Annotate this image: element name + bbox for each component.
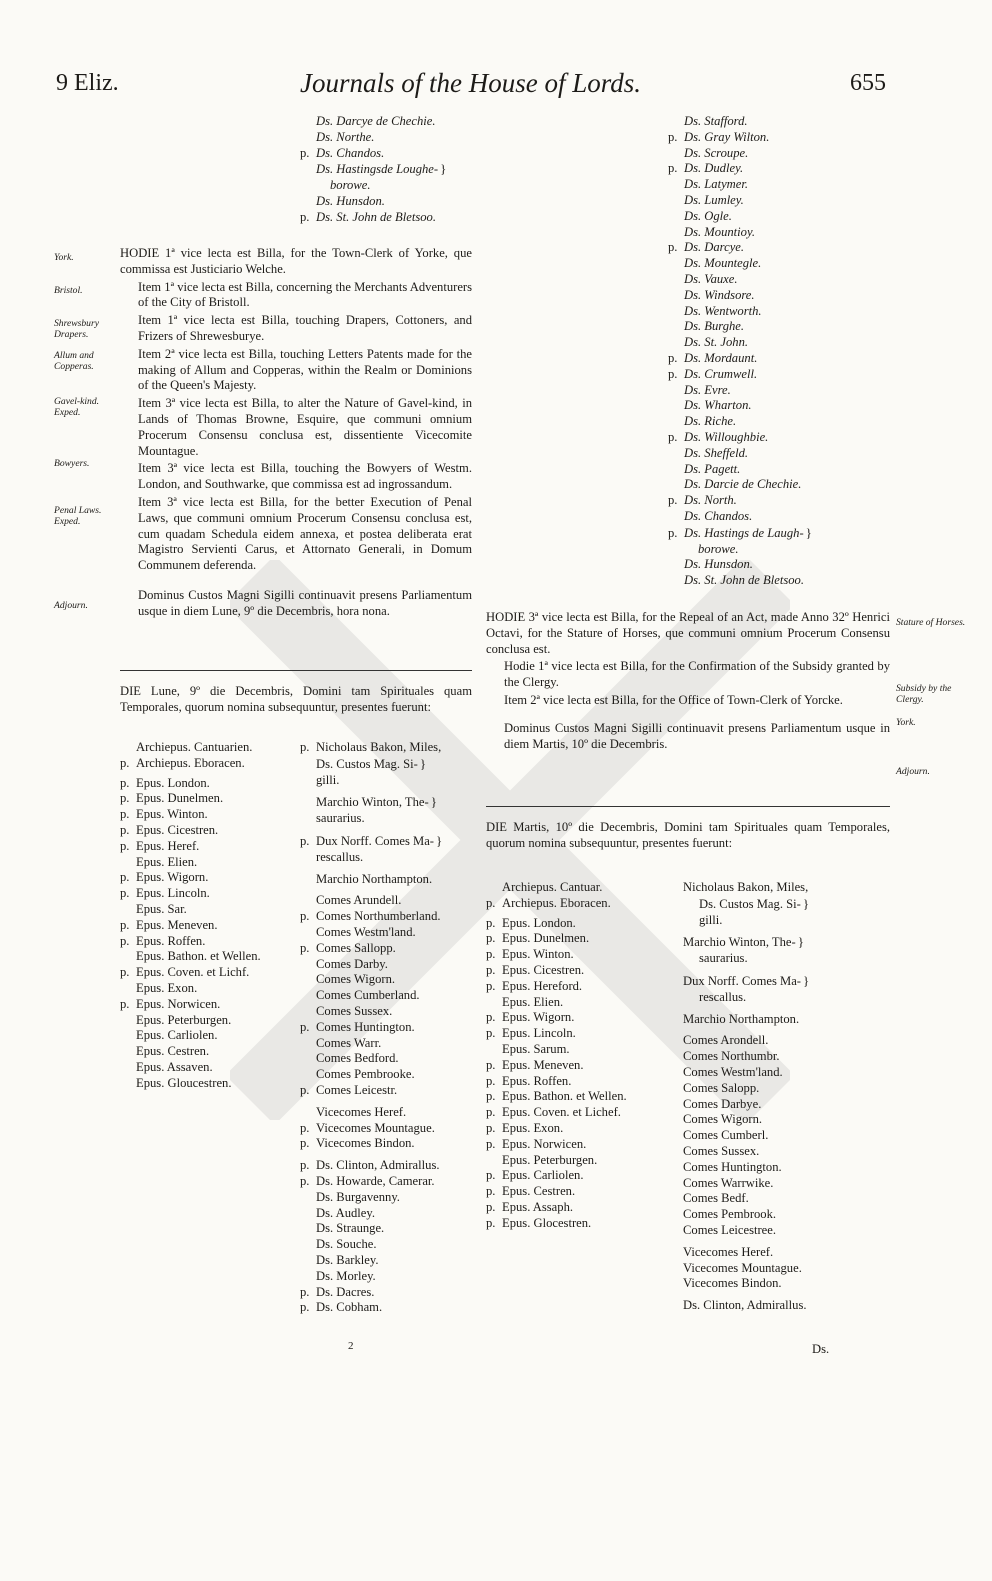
name-line: Epus. Carliolen. xyxy=(136,1028,218,1043)
name-line: p. Ds. Gray Wilton. xyxy=(668,129,770,144)
left-spiritual-list xyxy=(120,740,261,1092)
name-line: Ds. Mountioy. xyxy=(684,224,756,239)
name-line: Ds. Straunge. xyxy=(316,1221,385,1236)
name-line: p. Ds. Mordaunt. xyxy=(668,350,758,365)
paragraph: Item 2ª vice lecta est Billa, touching Letters Patents made for the making of Allum and Copperas, within the Realm or Dominions of the Queen's Majesty. xyxy=(138,346,472,393)
name-line: Epus. Bathon. et Wellen. xyxy=(136,949,261,964)
name-line: p. Epus. Glocestren. xyxy=(486,1215,592,1230)
name-line: saurarius. xyxy=(699,951,748,966)
name-line: p. Epus. Winton. xyxy=(486,947,574,962)
right-temporal-list xyxy=(683,880,809,1314)
name-line: p. Epus. Wigorn. xyxy=(486,1010,575,1025)
name-line: Dux Norff. Comes Ma- } xyxy=(683,972,810,988)
right-top-names xyxy=(668,114,812,589)
left-proceedings xyxy=(120,246,472,632)
name-line: Ds. Burgavenny. xyxy=(316,1189,400,1204)
left-top-names xyxy=(300,114,446,226)
name-line: Archiepus. Cantuarien. xyxy=(136,740,253,754)
name-line: p. Epus. Coven. et Lichef. xyxy=(486,1105,621,1120)
session-heading: DIE Martis, 10º die Decembris, Domini tam Spirituales quam Temporales, quorum nomina subsequuntur, presentes fuerunt: xyxy=(486,820,890,850)
name-line: p. Epus. Roffen. xyxy=(120,933,206,948)
page-number: 655 xyxy=(850,70,886,96)
name-line: p. Epus. Norwicen. xyxy=(486,1136,587,1151)
paragraph: Dominus Custos Magni Sigilli continuavit presens Parliamentum usque in diem Martis, 10º die Decembris. xyxy=(504,720,890,751)
name-line: Archiepus. Cantuar. xyxy=(502,880,603,894)
session-heading: DIE Lune, 9º die Decembris, Domini tam Spirituales quam Temporales, quorum nomina subsequuntur, presentes fuerunt: xyxy=(120,684,472,714)
name-line: Ds. Sheffeld. xyxy=(684,445,749,460)
name-line: borowe. xyxy=(698,541,739,556)
margin-note: Stature of Horses. xyxy=(896,617,966,628)
name-line: Comes Bedford. xyxy=(316,1051,399,1066)
name-line: borowe. xyxy=(330,178,371,193)
name-line: p. Epus. Roffen. xyxy=(486,1073,572,1088)
margin-note: Allum and Copperas. xyxy=(54,350,94,372)
name-line: Comes Sussex. xyxy=(683,1143,760,1158)
name-line: p. Comes Leicestr. xyxy=(300,1082,398,1097)
paragraph: HODIE 3ª vice lecta est Billa, for the Repeal of an Act, made Anno 32º Henrici Octavi, for the Stature of Horses, que communi omnium Procerum Consensu conclusa est. xyxy=(486,610,890,656)
name-line: Ds. Audley. xyxy=(316,1205,376,1220)
name-line: p. Vicecomes Mountague. xyxy=(300,1120,435,1135)
name-line: p. Epus. Hereford. xyxy=(486,978,583,993)
name-line: p. Epus. Lincoln. xyxy=(120,886,210,901)
name-line: Epus. Exon. xyxy=(136,980,198,995)
name-line: p. Epus. Lincoln. xyxy=(486,1026,576,1041)
name-line: p. Ds. Dudley. xyxy=(668,161,744,176)
name-line: p. Vicecomes Bindon. xyxy=(300,1136,415,1151)
name-line: Ds. Morley. xyxy=(316,1268,376,1283)
margin-note: Adjourn. xyxy=(54,600,88,611)
margin-note: York. xyxy=(896,717,916,728)
name-line: p. Ds. Chandos. xyxy=(300,145,385,160)
name-line: Comes Sussex. xyxy=(316,1003,393,1018)
name-line: p. Archiepus. Eboracen. xyxy=(120,755,245,770)
name-line: Comes Wigorn. xyxy=(316,972,396,987)
paragraph: Item 3ª vice lecta est Billa, to alter the Nature of Gavel-kind, in Lands of Thomas Browne, Esquire, que communi omnium Procerum Consensu conclusa est, dissentiente Vicecomite Mountague. xyxy=(138,396,472,458)
name-line: Epus. Sar. xyxy=(136,901,187,916)
name-line: Vicecomes Bindon. xyxy=(683,1276,782,1291)
name-line: p. Epus. Norwicen. xyxy=(120,996,221,1011)
name-line: rescallus. xyxy=(316,849,364,864)
paragraph: Item 1ª vice lecta est Billa, touching Drapers, Cottoners, and Frizers of Shrewesburye. xyxy=(138,313,472,343)
name-line: p. Epus. Cestren. xyxy=(486,1184,576,1199)
name-line: Comes Westm'land. xyxy=(316,924,416,939)
paragraph: Item 3ª vice lecta est Billa, touching the Bowyers of Westm. London, and Southwarke, que commissa est ad ingrossandum. xyxy=(138,461,472,492)
right-spiritual-list xyxy=(486,880,627,1232)
name-line: Ds. Burghe. xyxy=(684,319,745,334)
name-line: Comes Darby. xyxy=(316,956,388,971)
name-line: p. Epus. Meneven. xyxy=(486,1057,584,1072)
name-line: Ds. Hastingsde Loughe- } xyxy=(316,161,447,177)
name-line: Marchio Winton, The- } xyxy=(683,934,804,950)
name-line: Comes Warrwike. xyxy=(683,1175,774,1190)
margin-note: Bristol. xyxy=(54,285,83,296)
name-line: p. Epus. Exon. xyxy=(486,1120,564,1135)
name-line: p. Ds. Willoughbie. xyxy=(668,429,769,444)
name-line: Ds. Hunsdon. xyxy=(684,557,753,572)
margin-note: Bowyers. xyxy=(54,458,90,469)
name-line: p. Ds. Crumwell. xyxy=(668,366,758,381)
name-line: Nicholaus Bakon, Miles, xyxy=(683,880,809,894)
name-line: Vicecomes Heref. xyxy=(683,1244,774,1259)
name-line: p. Epus. Coven. et Lichf. xyxy=(120,965,250,980)
name-line: Ds. St. John. xyxy=(684,335,749,350)
name-line: p. Comes Sallopp. xyxy=(300,940,396,955)
name-line: Ds. Windsore. xyxy=(684,287,755,302)
name-line: Ds. Ogle. xyxy=(684,208,732,223)
margin-note: York. xyxy=(54,252,74,263)
name-line: Epus. Gloucestren. xyxy=(136,1075,232,1090)
signature-mark: 2 xyxy=(348,1340,354,1352)
name-line: p. Ds. North. xyxy=(668,493,737,508)
name-line: Epus. Peterburgen. xyxy=(502,1152,598,1167)
name-line: Ds. Hunsdon. xyxy=(316,193,385,208)
name-line: p. Nicholaus Bakon, Miles, xyxy=(300,740,442,754)
name-line: p. Epus. Dunelmen. xyxy=(120,791,224,806)
section-rule xyxy=(120,670,472,671)
name-line: Comes Northumbr. xyxy=(683,1049,780,1064)
name-line: Epus. Assaven. xyxy=(136,1059,213,1074)
name-line: p. Ds. Hastings de Laugh- } xyxy=(668,524,812,540)
name-line: Comes Leicestree. xyxy=(683,1222,777,1237)
name-line: p. Archiepus. Eboracen. xyxy=(486,895,611,910)
name-line: Ds. Lumley. xyxy=(684,192,744,207)
catchword: Ds. xyxy=(812,1342,830,1356)
name-line: p. Ds. Darcye. xyxy=(668,240,745,255)
name-line: Ds. Vauxe. xyxy=(684,271,738,286)
name-line: p. Epus. Bathon. et Wellen. xyxy=(486,1089,627,1104)
name-line: gilli. xyxy=(699,912,723,927)
name-line: p. Epus. Dunelmen. xyxy=(486,931,590,946)
name-line: Comes Arundell. xyxy=(316,893,402,908)
name-line: p. Epus. Meneven. xyxy=(120,917,218,932)
name-line: Vicecomes Heref. xyxy=(316,1104,407,1119)
name-line: Marchio Northampton. xyxy=(683,1011,800,1026)
name-line: p. Epus. Cicestren. xyxy=(120,822,219,837)
running-head-title: Journals of the House of Lords. xyxy=(300,68,642,98)
paragraph: Dominus Custos Magni Sigilli continuavit presens Parliamentum usque in diem Lune, 9º die Decembris, hora nona. xyxy=(138,587,472,618)
margin-note: Gavel-kind. Exped. xyxy=(54,396,100,418)
name-line: saurarius. xyxy=(316,811,365,826)
paragraph: Item 2ª vice lecta est Billa, for the Office of Town-Clerk of Yorcke. xyxy=(504,692,843,707)
left-temporal-list xyxy=(300,740,442,1316)
name-line: Ds. Riche. xyxy=(684,414,737,429)
name-line: Comes Westm'land. xyxy=(683,1064,783,1079)
name-line: Ds. Latymer. xyxy=(684,177,749,192)
name-line: Ds. Clinton, Admirallus. xyxy=(683,1298,807,1313)
margin-note: Shrewsbury Drapers. xyxy=(54,318,99,340)
name-line: Ds. Mountegle. xyxy=(684,256,762,271)
paragraph: HODIE 1ª vice lecta est Billa, for the Town-Clerk of Yorke, que commissa est Justiciario Welche. xyxy=(120,246,472,276)
name-line: p. Epus. Winton. xyxy=(120,807,208,822)
paragraph: Hodie 1ª vice lecta est Billa, for the Confirmation of the Subsidy granted by the Clergy. xyxy=(504,659,890,690)
running-head-left: 9 Eliz. xyxy=(56,70,119,96)
name-line: Vicecomes Mountague. xyxy=(683,1260,802,1275)
name-line: Ds. Custos Mag. Si- } xyxy=(316,755,427,771)
name-line: Ds. St. John de Bletsoo. xyxy=(684,573,804,588)
name-line: Ds. Wentworth. xyxy=(684,303,762,318)
paragraph: Item 3ª vice lecta est Billa, for the better Execution of Penal Laws, que communi omnium Procerum Consensu conclusa est, cum quadam Schedula eidem annexa, et postea deliberata erat Magistro Servienti Carus, et Attornato Generali, in Domum Communem deferenda. xyxy=(138,494,472,573)
name-line: Comes Bedf. xyxy=(683,1191,749,1206)
name-line: Ds. Custos Mag. Si- } xyxy=(699,895,810,911)
section-rule xyxy=(486,806,890,807)
name-line: p. Ds. Howarde, Camerar. xyxy=(300,1173,435,1188)
name-line: Ds. Northe. xyxy=(316,129,375,144)
name-line: p. Epus. Assaph. xyxy=(486,1199,574,1214)
name-line: Epus. Sarum. xyxy=(502,1041,570,1056)
name-line: p. Epus. London. xyxy=(120,775,210,790)
name-line: p. Comes Northumberland. xyxy=(300,909,441,924)
name-line: Ds. Scroupe. xyxy=(684,145,749,160)
name-line: Epus. Cestren. xyxy=(136,1044,210,1059)
name-line: Ds. Darcie de Chechie. xyxy=(684,477,802,492)
name-line: Ds. Darcye de Chechie. xyxy=(316,114,436,128)
name-line: Comes Cumberland. xyxy=(316,988,420,1003)
name-line: Ds. Wharton. xyxy=(684,398,752,413)
name-line: gilli. xyxy=(316,772,340,787)
name-line: Epus. Elien. xyxy=(136,854,198,869)
name-line: p. Dux Norff. Comes Ma- } xyxy=(300,832,443,848)
name-line: Ds. Pagett. xyxy=(684,461,741,476)
name-line: Comes Salopp. xyxy=(683,1080,760,1095)
name-line: Comes Cumberl. xyxy=(683,1128,769,1143)
name-line: Epus. Peterburgen. xyxy=(136,1012,232,1027)
name-line: p. Epus. Heref. xyxy=(120,838,200,853)
margin-note: Penal Laws. Exped. xyxy=(54,505,102,527)
name-line: p. Epus. Carliolen. xyxy=(486,1168,584,1183)
paragraph: Item 1ª vice lecta est Billa, concerning the Merchants Adventurers of the City of Bristoll. xyxy=(138,279,472,310)
name-line: Marchio Northampton. xyxy=(316,871,433,886)
name-line: Comes Huntington. xyxy=(683,1159,782,1174)
name-line: Comes Darbye. xyxy=(683,1096,762,1111)
name-line: Comes Arondell. xyxy=(683,1033,769,1048)
name-line: Ds. Souche. xyxy=(316,1237,377,1252)
name-line: Ds. Barkley. xyxy=(316,1252,379,1267)
name-line: p. Epus. London. xyxy=(486,915,576,930)
name-line: rescallus. xyxy=(699,989,747,1004)
name-line: p. Ds. St. John de Bletsoo. xyxy=(300,209,436,224)
name-line: Marchio Winton, The- } xyxy=(316,794,437,810)
name-line: Comes Warr. xyxy=(316,1035,382,1050)
name-line: p. Ds. Dacres. xyxy=(300,1284,375,1299)
name-line: p. Epus. Cicestren. xyxy=(486,962,585,977)
right-proceedings xyxy=(486,610,890,765)
margin-note: Adjourn. xyxy=(896,766,930,777)
name-line: Ds. Stafford. xyxy=(684,114,748,128)
name-line: p. Comes Huntington. xyxy=(300,1019,415,1034)
name-line: Ds. Evre. xyxy=(684,382,731,397)
margin-note: Subsidy by the Clergy. xyxy=(896,683,952,705)
name-line: p. Ds. Clinton, Admirallus. xyxy=(300,1158,440,1173)
name-line: p. Epus. Wigorn. xyxy=(120,870,209,885)
name-line: Comes Pembrooke. xyxy=(316,1067,415,1082)
name-line: Comes Wigorn. xyxy=(683,1112,763,1127)
name-line: p. Ds. Cobham. xyxy=(300,1300,383,1315)
name-line: Comes Pembrook. xyxy=(683,1207,777,1222)
name-line: Epus. Elien. xyxy=(502,994,564,1009)
name-line: Ds. Chandos. xyxy=(684,508,753,523)
